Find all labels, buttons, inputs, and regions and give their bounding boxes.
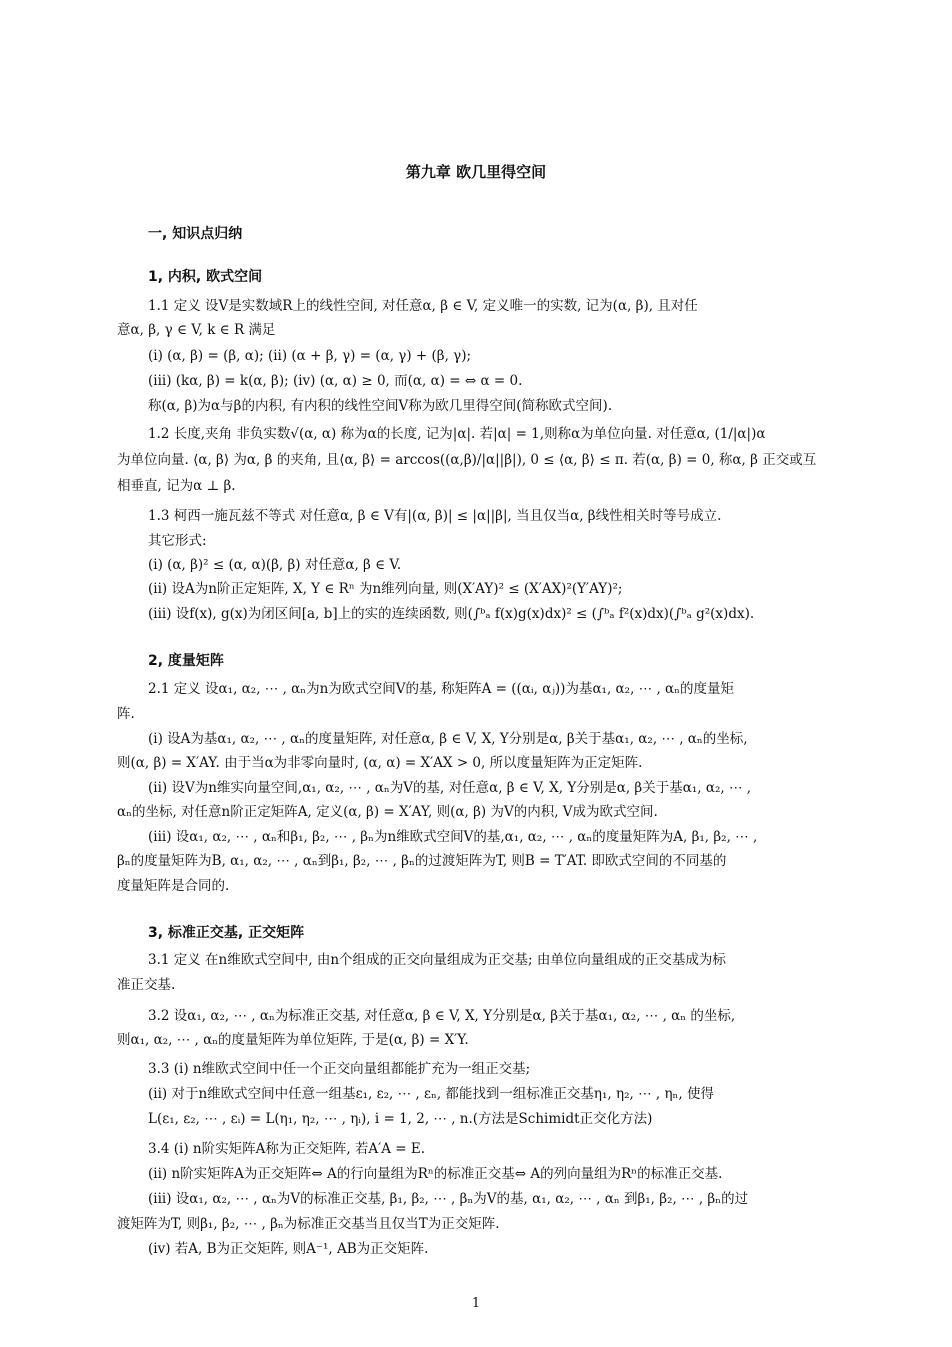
text-line: 1.1 定义 设V是实数域R上的线性空间, 对任意α, β ∈ V, 定义唯一的实数, 记为(α, β), 且对任 — [148, 298, 698, 314]
text-line: βₙ的度量矩阵为B, α₁, α₂, ⋯ , αₙ到β₁, β₂, ⋯ , βₙ的过渡矩阵为T, 则B = T′AT. 即欧式空间的不同基的 — [117, 853, 727, 869]
section-heading-orthonormal-basis: 3, 标准正交基, 正交矩阵 — [148, 925, 305, 941]
page-number: 1 — [471, 1296, 481, 1311]
text-line: 1.3 柯西一施瓦兹不等式 对任意α, β ∈ V有|(α, β)| ≤ |α||β|, 当且仅当α, β线性相关时等号成立. — [148, 508, 722, 524]
text-line: 意α, β, γ ∈ V, k ∈ R 满足 — [117, 322, 276, 338]
text-line: 准正交基. — [117, 977, 176, 993]
text-line: (ii) 设A为n阶正定矩阵, X, Y ∈ Rⁿ 为n维列向量, 则(X′AY)² ≤ (X′AX)²(Y′AY)²; — [148, 581, 623, 597]
text-line: (ii) 对于n维欧式空间中任意一组基ε₁, ε₂, ⋯ , εₙ, 都能找到一组标准正交基η₁, η₂, ⋯ , ηₙ, 使得 — [148, 1086, 714, 1102]
text-line: 3.4 (i) n阶实矩阵A称为正交矩阵, 若A′A = E. — [148, 1141, 426, 1157]
text-line: (iii) 设α₁, α₂, ⋯ , αₙ和β₁, β₂, ⋯ , βₙ为n维欧式空间V的基,α₁, α₂, ⋯ , αₙ的度量矩阵为A, β₁, β₂, ⋯ , — [148, 829, 758, 845]
text-line: 称(α, β)为α与β的内积, 有内积的线性空间V称为欧几里得空间(简称欧式空间). — [148, 398, 613, 414]
text-line: 则(α, β) = X′AY. 由于当α为非零向量时, (α, α) = X′AX > 0, 所以度量矩阵为正定矩阵. — [117, 755, 643, 771]
text-line: 其它形式: — [148, 533, 207, 549]
text-line: (ii) n阶实矩阵A为正交矩阵⇔ A的行向量组为Rⁿ的标准正交基⇔ A的列向量组为Rⁿ的标准正交基. — [148, 1166, 723, 1182]
text-line: L(ε₁, ε₂, ⋯ , εᵢ) = L(η₁, η₂, ⋯ , ηᵢ), i = 1, 2, ⋯ , n.(方法是Schimidt正交化方法) — [148, 1111, 653, 1127]
text-line: (ii) 设V为n维实向量空间,α₁, α₂, ⋯ , αₙ为V的基, 对任意α, β ∈ V, X, Y分别是α, β关于基α₁, α₂, ⋯ , — [148, 780, 752, 796]
text-line: 3.3 (i) n维欧式空间中任一个正交向量组都能扩充为一组正交基; — [148, 1061, 531, 1077]
text-line: 则α₁, α₂, ⋯ , αₙ的度量矩阵为单位矩阵, 于是(α, β) = X′Y. — [117, 1032, 469, 1048]
text-line: (iii) 设f(x), g(x)为闭区间[a, b]上的实的连续函数, 则(∫ᵇₐ f(x)g(x)dx)² ≤ (∫ᵇₐ f²(x)dx)(∫ᵇₐ g²(x)dx). — [148, 606, 755, 622]
text-line: αₙ的坐标, 对任意n阶正定矩阵A, 定义(α, β) = X′AY, 则(α, β) 为V的内积, V成为欧式空间. — [117, 804, 658, 820]
text-line: (iii) (kα, β) = k(α, β); (iv) (α, α) ≥ 0, 而(α, α) = ⇔ α = 0. — [148, 373, 523, 389]
text-line: 为单位向量. ⟨α, β⟩ 为α, β 的夹角, 且⟨α, β⟩ = arccos((α,β)/|α||β|), 0 ≤ ⟨α, β⟩ ≤ π. 若(α, β) = 0, 称α, β 正交或互 — [117, 452, 817, 468]
text-line: 2.1 定义 设α₁, α₂, ⋯ , αₙ为n为欧式空间V的基, 称矩阵A = ((αᵢ, αⱼ))为基α₁, α₂, ⋯ , αₙ的度量矩 — [148, 681, 734, 697]
text-line: 3.1 定义 在n维欧式空间中, 由n个组成的正交向量组成为正交基; 由单位向量组成的正交基成为标 — [148, 952, 726, 968]
text-line: (iv) 若A, B为正交矩阵, 则A⁻¹, AB为正交矩阵. — [148, 1241, 429, 1257]
text-line: (i) (α, β) = (β, α); (ii) (α + β, γ) = (α, γ) + (β, γ); — [148, 348, 472, 364]
text-line: 3.2 设α₁, α₂, ⋯ , αₙ为标准正交基, 对任意α, β ∈ V, X, Y分别是α, β关于基α₁, α₂, ⋯ , αₙ 的坐标, — [148, 1008, 736, 1024]
text-line: (i) (α, β)² ≤ (α, α)(β, β) 对任意α, β ∈ V. — [148, 557, 402, 573]
text-line: 渡矩阵为T, 则β₁, β₂, ⋯ , βₙ为标准正交基当且仅当T为正交矩阵. — [117, 1216, 500, 1232]
text-line: 相垂直, 记为α ⊥ β. — [117, 478, 236, 494]
text-line: 度量矩阵是合同的. — [117, 878, 230, 894]
text-line: 阵. — [117, 706, 135, 722]
text-line: (iii) 设α₁, α₂, ⋯ , αₙ为V的标准正交基, β₁, β₂, ⋯ , βₙ为V的基, α₁, α₂, ⋯ , αₙ 到β₁, β₂, ⋯ , βₙ的过 — [148, 1191, 749, 1207]
chapter-title: 第九章 欧几里得空间 — [405, 163, 547, 181]
section-heading-metric-matrix: 2, 度量矩阵 — [148, 653, 224, 669]
text-line: 1.2 长度,夹角 非负实数√(α, α) 称为α的长度, 记为|α|. 若|α| = 1,则称α为单位向量. 对任意α, (1/|α|)α — [148, 426, 766, 442]
text-line: (i) 设A为基α₁, α₂, ⋯ , αₙ的度量矩阵, 对任意α, β ∈ V, X, Y分别是α, β关于基α₁, α₂, ⋯ , αₙ的坐标, — [148, 731, 748, 747]
section-heading-inner-product: 1, 内积, 欧式空间 — [148, 269, 263, 285]
section-heading-summary: 一, 知识点归纳 — [148, 226, 243, 242]
